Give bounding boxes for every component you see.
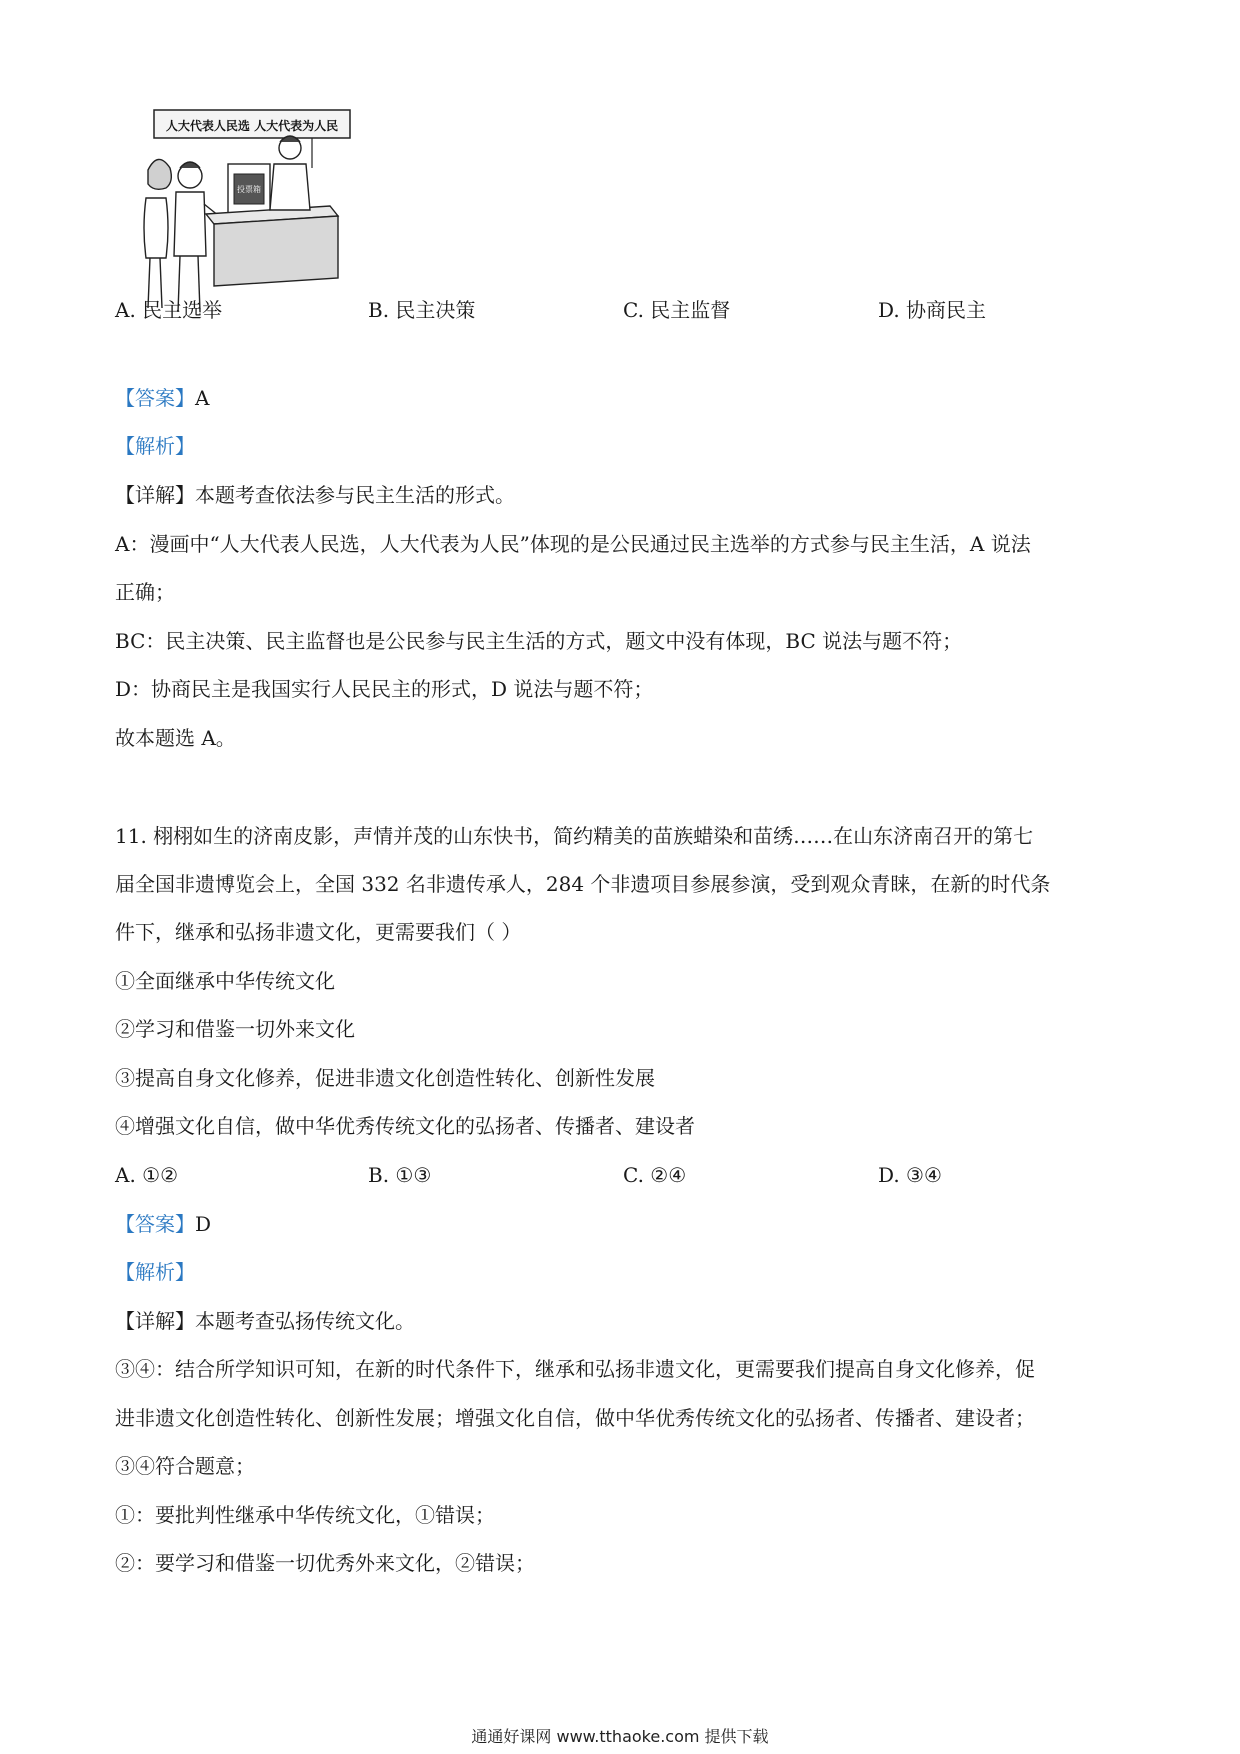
election-cartoon-image [140, 108, 362, 320]
q11-item-1: ①全面继承中华传统文化 [115, 969, 335, 993]
q11-stem-3: 件下，继承和弘扬非遗文化，更需要我们（ ） [115, 920, 522, 944]
q11-line-4: ①：要批判性继承中华传统文化，①错误； [115, 1503, 495, 1527]
q11-line-1: ③④：结合所学知识可知，在新的时代条件下，继承和弘扬非遗文化，更需要我们提高自身文化修养，促 [115, 1357, 1035, 1381]
q10-line-1: A：漫画中“人大代表人民选，人大代表为人民”体现的是公民通过民主选举的方式参与民主生活，A 说法 [115, 532, 1031, 556]
q11-option-d: D. ③④ [878, 1163, 942, 1187]
q11-line-3: ③④符合题意； [115, 1454, 255, 1478]
q11-answer [115, 1210, 211, 1238]
q10-line-4: D：协商民主是我国实行人民民主的形式，D 说法与题不符； [115, 677, 654, 701]
q10-option-a: A. 民主选举 [115, 298, 223, 322]
q11-item-4: ④增强文化自信，做中华优秀传统文化的弘扬者、传播者、建设者 [115, 1114, 695, 1138]
q10-option-c: C. 民主监督 [623, 298, 731, 322]
q11-stem-2: 届全国非遗博览会上，全国 332 名非遗传承人，284 个非遗项目参展参演，受到观众青睐，在新的时代条 [115, 872, 1051, 896]
ballot-box-label: 投票箱 [237, 185, 261, 194]
q10-option-b: B. 民主决策 [368, 298, 476, 322]
q10-line-5: 故本题选 A。 [115, 726, 236, 750]
answer-tag: 【答案】 [115, 1212, 195, 1236]
q10-line-2: 正确； [115, 580, 175, 604]
q11-line-2: 进非遗文化创造性转化、创新性发展；增强文化自信，做中华优秀传统文化的弘扬者、传播者、建设者； [115, 1406, 1035, 1430]
detail-tag: 【详解】 [115, 1309, 195, 1333]
answer-tag: 【答案】 [115, 386, 195, 410]
q11-detail [115, 1307, 415, 1335]
q11-option-b: B. ①③ [368, 1163, 432, 1187]
answer-value: A [195, 386, 210, 410]
q10-analysis-tag: 【解析】 [115, 434, 195, 458]
q11-analysis-tag: 【解析】 [115, 1260, 195, 1284]
page-footer: 通通好课网 www.tthaoke.com 提供下载 [471, 1727, 769, 1746]
q10-option-d: D. 协商民主 [878, 298, 987, 322]
detail-tag: 【详解】 [115, 483, 195, 507]
answer-value: D [195, 1212, 212, 1236]
q11-option-a: A. ①② [115, 1163, 179, 1187]
q10-detail [115, 481, 515, 509]
detail-text: 本题考查依法参与民主生活的形式。 [195, 483, 515, 507]
q10-line-3: BC：民主决策、民主监督也是公民参与民主生活的方式，题文中没有体现，BC 说法与题不符； [115, 629, 963, 653]
detail-text: 本题考查弘扬传统文化。 [195, 1309, 415, 1333]
q11-stem-1: 11. 栩栩如生的济南皮影，声情并茂的山东快书，简约精美的苗族蜡染和苗绣……在山东济南召开的第七 [115, 824, 1034, 848]
cartoon-sign-text: 人大代表人民选 人大代表为人民 [165, 119, 339, 133]
q11-line-5: ②：要学习和借鉴一切优秀外来文化，②错误； [115, 1551, 535, 1575]
q11-item-2: ②学习和借鉴一切外来文化 [115, 1017, 355, 1041]
q11-option-c: C. ②④ [623, 1163, 687, 1187]
q11-item-3: ③提高自身文化修养，促进非遗文化创造性转化、创新性发展 [115, 1066, 655, 1090]
q10-answer [115, 384, 209, 412]
